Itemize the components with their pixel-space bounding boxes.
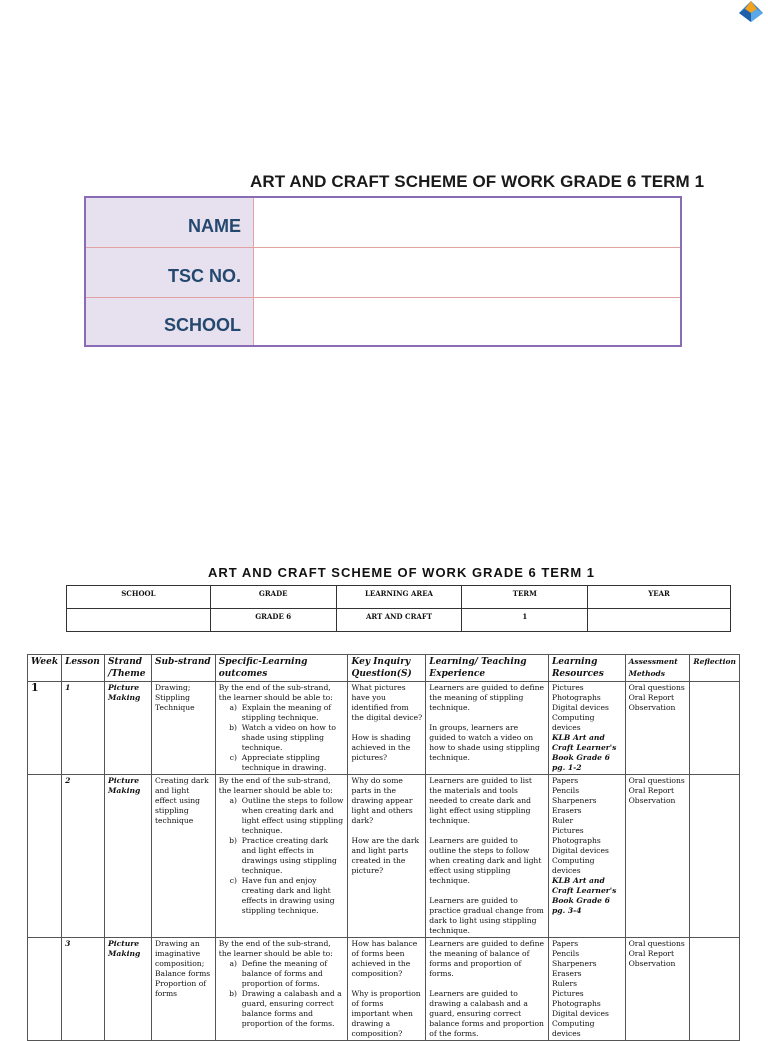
strand-cell: Picture Making — [105, 775, 152, 938]
inquiry-item: How has balance of forms been achieved in the composition? — [351, 939, 418, 978]
inquiry-cell — [348, 682, 426, 775]
info-value-row — [67, 609, 731, 632]
outcomes-list — [219, 959, 345, 1029]
resources-cell — [548, 938, 625, 1041]
resource-item: Computing devices — [551, 1019, 595, 1038]
strand-cell: Picture Making — [105, 682, 152, 775]
id-value-tsc — [254, 248, 680, 297]
inquiry-item: Why is proportion of forms important when drawing a composition? — [351, 989, 421, 1038]
inquiry-cell — [348, 938, 426, 1041]
outcome-item: a. Define the meaning of balance of forms and proportion of forms. — [242, 959, 345, 989]
teacher-id-box — [84, 196, 682, 347]
header-reflection: Reflection — [690, 655, 740, 682]
header-resources: Learning Resources — [548, 655, 625, 682]
resources-cell — [548, 775, 625, 938]
id-value-school — [254, 298, 680, 345]
experience-item: Learners are guided to practice gradual change from dark to light using stippling technique. — [429, 896, 544, 935]
outcomes-list — [219, 796, 345, 916]
id-value-name — [254, 198, 680, 247]
assessment-cell — [625, 938, 690, 1041]
experience-cell — [426, 775, 549, 938]
outcome-item: b. Watch a video on how to shade using stippling technique. — [242, 723, 345, 753]
outcomes-cell — [215, 938, 348, 1041]
info-header-term: TERM — [462, 586, 588, 609]
resource-item: Photographs — [551, 836, 601, 845]
assessment-item: Observation — [628, 703, 676, 712]
resource-item: Computing devices — [551, 713, 595, 732]
resources-cell — [548, 682, 625, 775]
info-header-grade: GRADE — [210, 586, 336, 609]
sow-header-row — [28, 655, 740, 682]
id-label-name: NAME — [86, 198, 254, 247]
lesson-cell: 1 — [62, 682, 105, 775]
info-value-grade: GRADE 6 — [210, 609, 336, 632]
reflection-cell — [690, 682, 740, 775]
table-row — [28, 682, 740, 775]
outcomes-intro: By the end of the sub-strand, the learner should be able to: — [218, 683, 333, 702]
info-header-learning-area: LEARNING AREA — [336, 586, 462, 609]
scheme-of-work-table — [27, 654, 740, 1041]
resource-item: Erasers — [551, 806, 582, 815]
info-header-year: YEAR — [588, 586, 731, 609]
substrand-cell: Drawing an imaginative composition; Balance forms Proportion of forms — [151, 938, 215, 1041]
resource-book: KLB Art and Craft Learner's Book Grade 6 pg. 1-2 — [551, 733, 617, 772]
resource-item: Pictures — [551, 826, 584, 835]
page-title: ART AND CRAFT SCHEME OF WORK GRADE 6 TERM 1 — [250, 172, 705, 191]
id-label-tsc: TSC NO. — [86, 248, 254, 297]
reflection-cell — [690, 938, 740, 1041]
resource-item: Pencils — [551, 949, 580, 958]
outcome-item: c. Appreciate stippling technique in drawing. — [242, 753, 345, 773]
resource-item: Photographs — [551, 693, 601, 702]
inquiry-item: What pictures have you identified from the digital device? — [351, 683, 423, 722]
inquiry-cell — [348, 775, 426, 938]
resource-book: KLB Art and Craft Learner's Book Grade 6 pg. 3-4 — [551, 876, 617, 915]
experience-item: In groups, learners are guided to watch a video on how to shade using stippling technique. — [429, 723, 540, 762]
header-outcomes: Specific-Learning outcomes — [215, 655, 348, 682]
header-inquiry: Key Inquiry Question(S) — [348, 655, 426, 682]
outcomes-list — [219, 703, 345, 773]
info-header-school: SCHOOL — [67, 586, 211, 609]
resource-item: Sharpeners — [551, 959, 597, 968]
resource-item: Pictures — [551, 989, 584, 998]
experience-item: Learners are guided to list the materials and tools needed to create dark and light effect using stippling technique. — [429, 776, 532, 825]
info-header-row — [67, 586, 731, 609]
outcome-item: b. Drawing a calabash and a guard, ensuring correct balance forms and proportion of the forms. — [242, 989, 345, 1029]
assessment-item: Oral questions — [628, 939, 685, 948]
experience-item: Learners are guided to define the meaning of stippling technique. — [429, 683, 544, 712]
inquiry-item: Why do some parts in the drawing appear light and others dark? — [351, 776, 413, 825]
experience-item: Learners are guided to drawing a calabash and a guard, ensuring correct balance forms and proportion of the forms. — [429, 989, 544, 1038]
outcomes-cell — [215, 775, 348, 938]
experience-cell — [426, 682, 549, 775]
reflection-cell — [690, 775, 740, 938]
substrand-cell: Drawing; Stippling Technique — [151, 682, 215, 775]
info-value-term: 1 — [462, 609, 588, 632]
scheme-title: ART AND CRAFT SCHEME OF WORK GRADE 6 TERM 1 — [208, 565, 596, 580]
assessment-item: Oral Report — [628, 693, 675, 702]
outcomes-intro: By the end of the sub-strand, the learner should be able to: — [218, 939, 333, 958]
resource-item: Digital devices — [551, 1009, 609, 1018]
assessment-item: Observation — [628, 959, 676, 968]
resource-item: Pictures — [551, 683, 584, 692]
outcomes-cell — [215, 682, 348, 775]
school-info-table — [66, 585, 731, 632]
info-value-school — [67, 609, 211, 632]
week-cell — [28, 938, 62, 1041]
inquiry-item: How are the dark and light parts created in the picture? — [351, 836, 420, 875]
assessment-item: Oral Report — [628, 949, 675, 958]
info-value-learning-area: ART AND CRAFT — [336, 609, 462, 632]
outcome-item: a. Explain the meaning of stippling technique. — [242, 703, 345, 723]
resource-item: Rulers — [551, 979, 578, 988]
resource-item: Sharpeners — [551, 796, 597, 805]
substrand-cell: Creating dark and light effect using stippling technique — [151, 775, 215, 938]
header-experience: Learning/ Teaching Experience — [426, 655, 549, 682]
table-row — [28, 938, 740, 1041]
lesson-cell: 2 — [62, 775, 105, 938]
week-cell — [28, 775, 62, 938]
resource-item: Papers — [551, 776, 579, 785]
header-strand: Strand /Theme — [105, 655, 152, 682]
resource-item: Pencils — [551, 786, 580, 795]
table-row — [28, 775, 740, 938]
assessment-item: Observation — [628, 796, 676, 805]
resource-item: Digital devices — [551, 846, 609, 855]
resource-item: Papers — [551, 939, 579, 948]
outcomes-intro: By the end of the sub-strand, the learner should be able to: — [218, 776, 333, 795]
id-row-name — [86, 198, 680, 248]
experience-item: Learners are guided to define the meaning of balance of forms and proportion of forms. — [429, 939, 544, 978]
assessment-item: Oral Report — [628, 786, 675, 795]
id-row-school — [86, 298, 680, 345]
publisher-logo-icon — [738, 0, 764, 24]
strand-cell: Picture Making — [105, 938, 152, 1041]
inquiry-item: How is shading achieved in the pictures? — [351, 733, 411, 762]
resource-item: Digital devices — [551, 703, 609, 712]
header-week: Week — [28, 655, 62, 682]
id-label-school: SCHOOL — [86, 298, 254, 345]
week-cell: 1 — [28, 682, 62, 775]
outcome-item: b. Practice creating dark and light effects in drawings using stippling technique. — [242, 836, 345, 876]
id-row-tsc — [86, 248, 680, 298]
resource-item: Computing devices — [551, 856, 595, 875]
assessment-item: Oral questions — [628, 683, 685, 692]
assessment-cell — [625, 682, 690, 775]
resource-item: Erasers — [551, 969, 582, 978]
outcome-item: a. Outline the steps to follow when creating dark and light effect using stippling technique. — [242, 796, 345, 836]
experience-item: Learners are guided to outline the steps to follow when creating dark and light effect using stippling technique. — [429, 836, 542, 885]
assessment-cell — [625, 775, 690, 938]
info-value-year — [588, 609, 731, 632]
assessment-item: Oral questions — [628, 776, 685, 785]
header-assessment: Assessment Methods — [625, 655, 690, 682]
experience-cell — [426, 938, 549, 1041]
outcome-item: c. Have fun and enjoy creating dark and light effects in drawing using stippling technique. — [242, 876, 345, 916]
resource-item: Photographs — [551, 999, 601, 1008]
header-substrand: Sub-strand — [151, 655, 215, 682]
lesson-cell: 3 — [62, 938, 105, 1041]
header-lesson: Lesson — [62, 655, 105, 682]
resource-item: Ruler — [551, 816, 574, 825]
